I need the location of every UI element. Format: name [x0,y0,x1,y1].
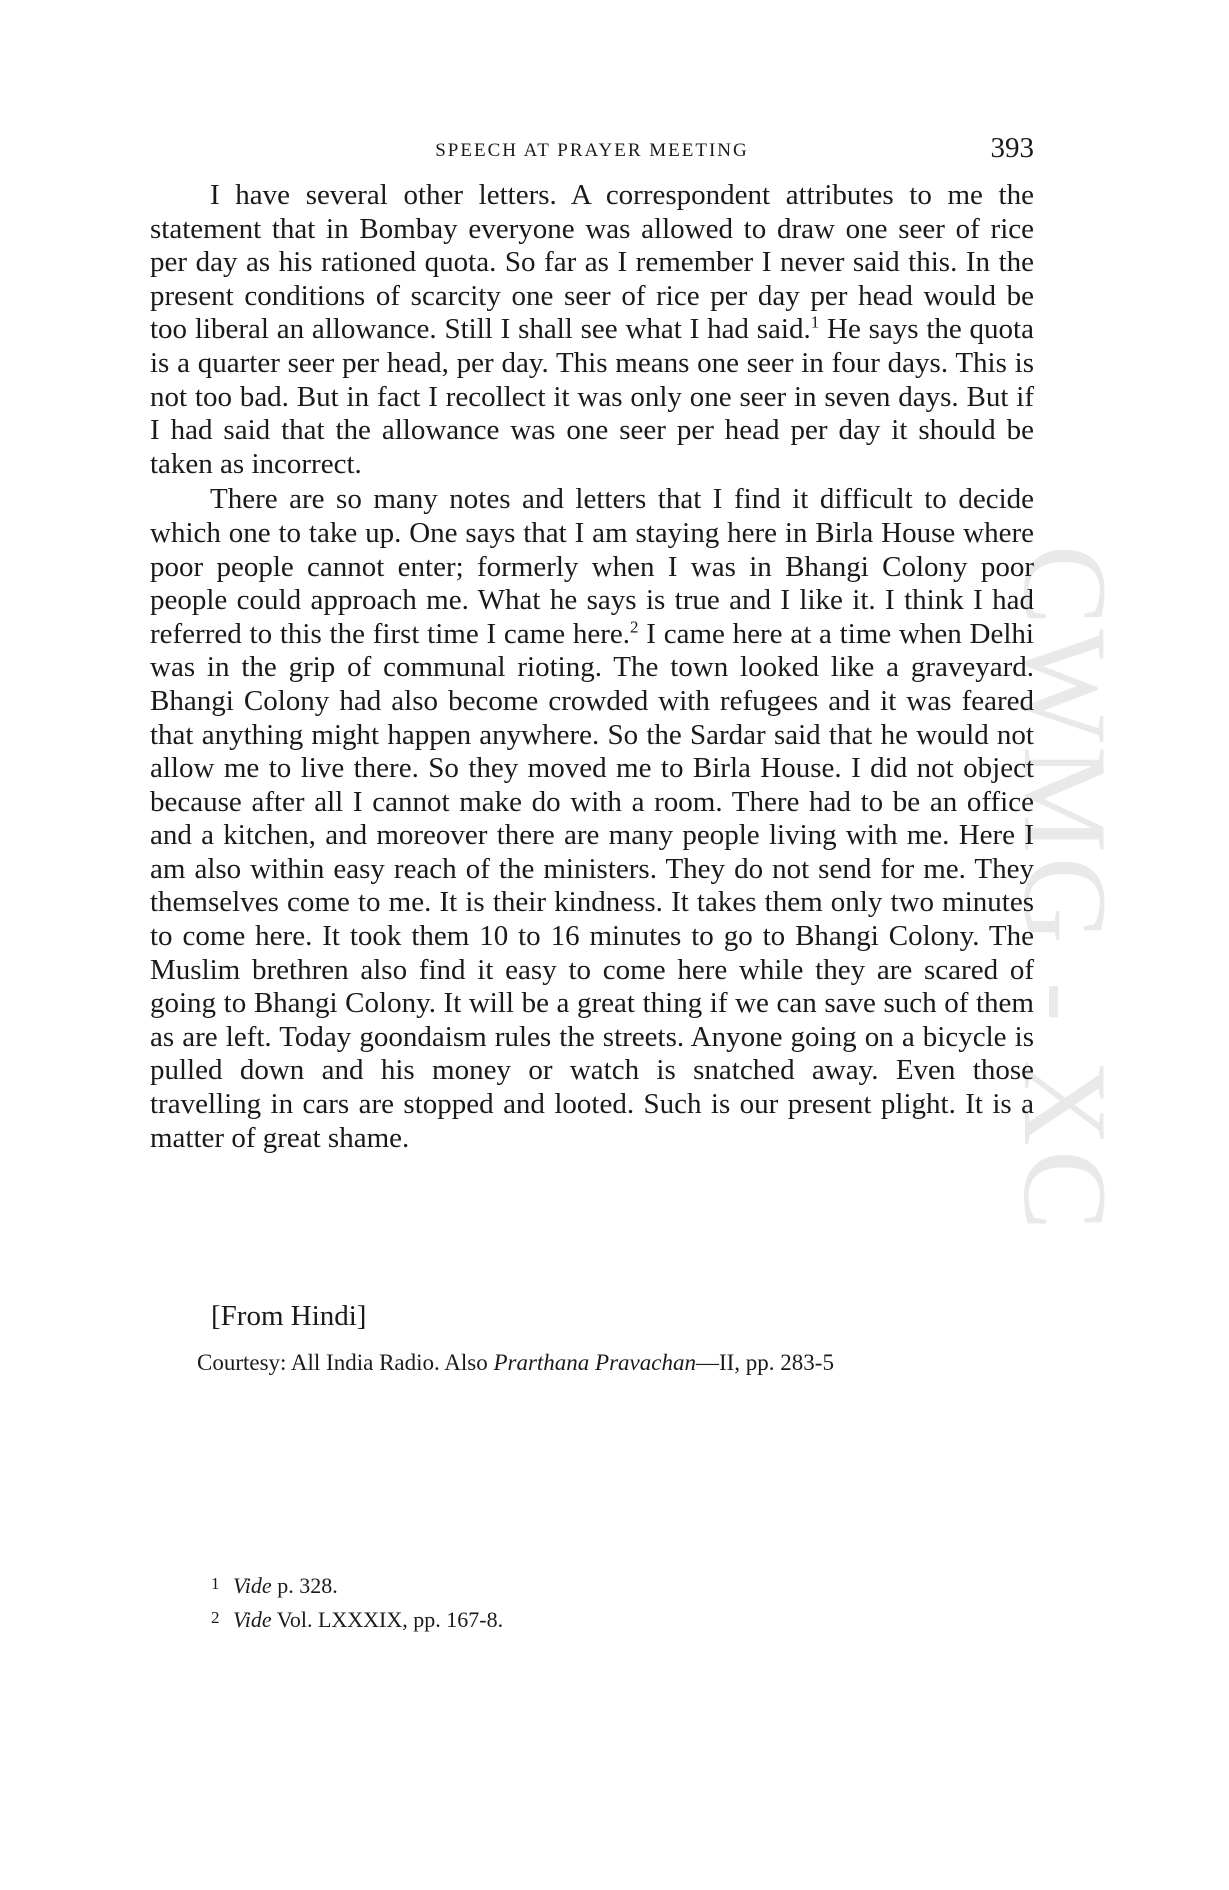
footnote-1 [211,1568,503,1602]
paragraph-1-text-a: I have several other letters. A correspondent attributes to me the statement that in Bombay everyone was allowed to draw one seer of rice per day as his rationed quota. So far as I remember I never said this. In the present conditions of scarcity one seer of rice per day per head would be too liberal an allowance. Still I shall see what I had said. [150,179,1034,346]
footnotes [211,1568,503,1636]
paragraph-1 [150,179,1034,481]
courtesy-prefix: Courtesy: All India Radio. Also [197,1350,494,1375]
paragraph-2 [150,483,1034,1155]
paragraph-2-text-a: There are so many notes and letters that I find it difficult to decide which one to take up. One says that I am staying here in Birla House where poor people cannot enter; formerly when I was in Bhangi Colony poor people could approach me. What he says is true and I like it. I think I had referred to this the first time I came here. [150,483,1034,650]
courtesy-line [197,1350,834,1376]
paragraph-1-text-b: He says the quota is a quarter seer per head, per day. This means one seer in four days. This is not too bad. But in fact I recollect it was only one seer in seven days. But if I had said that the allowance was one seer per head per day it should be taken as incorrect. [150,313,1034,480]
body-text [150,179,1034,1155]
footnote-ref-2: 2 [630,617,639,637]
running-head [150,132,1034,172]
page-number: 393 [990,132,1034,164]
footnote-2 [211,1602,503,1636]
watermark: CWMG - XC [999,545,1132,1235]
footnote-number: 2 [211,1608,220,1627]
running-title: SPEECH AT PRAYER MEETING [435,140,749,161]
footnote-ref-1: 1 [810,312,820,332]
source-note: [From Hindi] [211,1300,367,1332]
courtesy-title: Prarthana Pravachan [493,1350,696,1375]
footnote-vide: Vide [233,1573,272,1598]
footnote-vide: Vide [233,1607,272,1632]
paragraph-2-text-b: I came here at a time when Delhi was in the grip of communal rioting. The town looked like a graveyard. Bhangi Colony had also become crowded with refugees and it was feared that anything might happen anywhere. So the Sardar said that he would not allow me to live there. So they moved me to Birla House. I did not object because after all I cannot make do with a room. There had to be an office and a kitchen, and moreover there are many people living with me. Here I am also within easy reach of the ministers. They do not send for me. They themselves come to me. It is their kindness. It takes them only two minutes to come here. It took them 10 to 16 minutes to go to Bhangi Colony. The Muslim brethren also find it easy to come here while they are scared of going to Bhangi Colony. It will be a great thing if we can save such of them as are left. Today goondaism rules the streets. Anyone going on a bicycle is pulled down and his money or watch is snatched away. Even those travelling in cars are stopped and looted. Such is our present plight. It is a matter of great shame. [150,617,1034,1154]
footnote-text: p. 328. [271,1573,338,1598]
footnote-text: Vol. LXXXIX, pp. 167-8. [271,1607,504,1632]
courtesy-suffix: —II, pp. 283-5 [695,1350,834,1375]
footnote-number: 1 [211,1574,220,1593]
